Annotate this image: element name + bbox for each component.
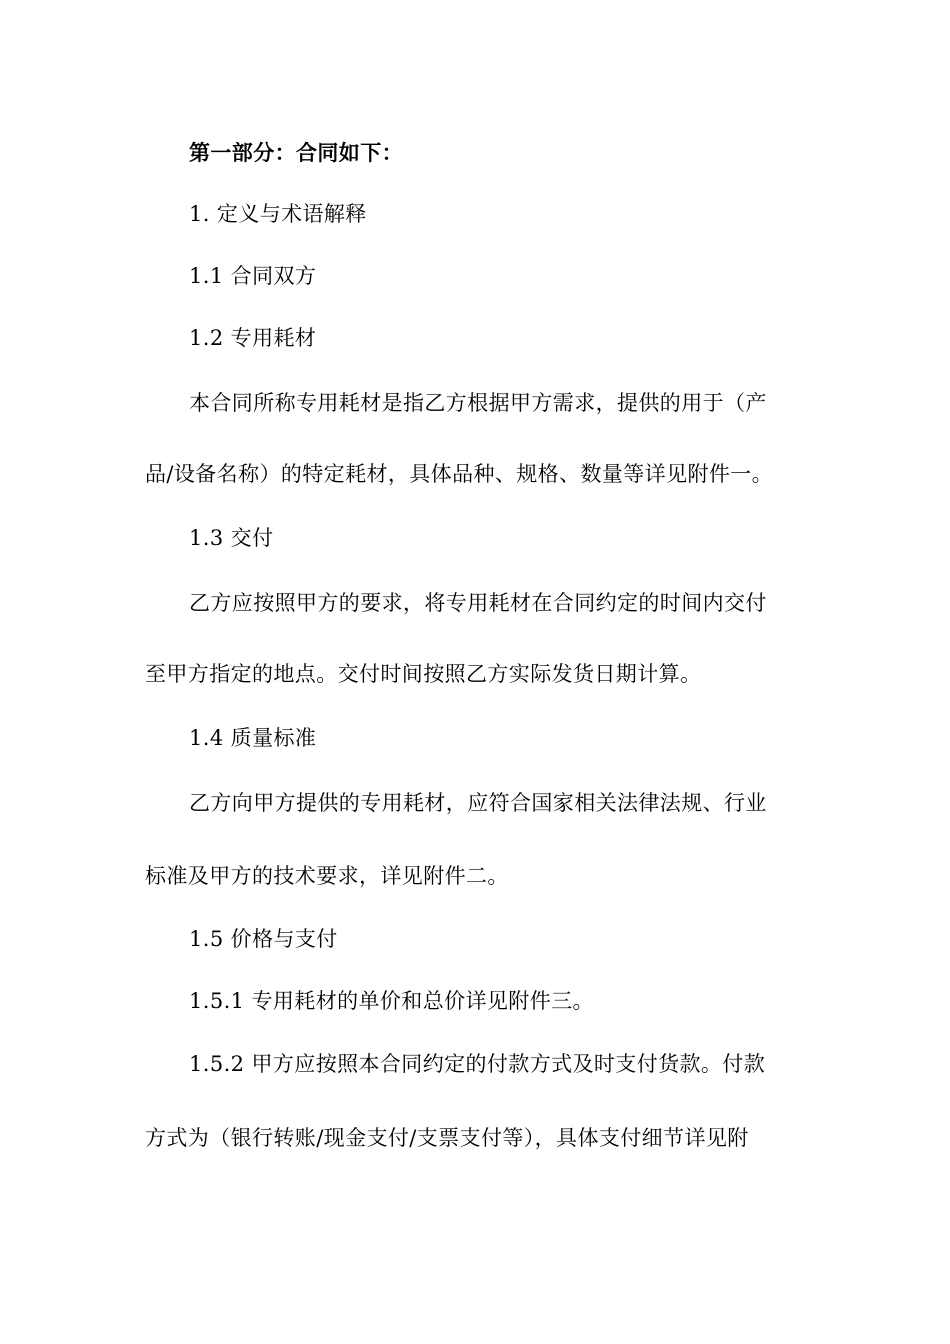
paragraph-line: 方式为（银行转账/现金支付/支票支付等），具体支付细节详见附 <box>145 1126 749 1150</box>
paragraph-line: 本合同所称专用耗材是指乙方根据甲方需求，提供的用于（产 <box>189 391 767 415</box>
clause-heading-1-2: 1.2 专用耗材 <box>189 326 317 350</box>
clause-heading-1-4: 1.4 质量标准 <box>189 726 317 750</box>
clause-1-5-2: 1.5.2 甲方应按照本合同约定的付款方式及时支付货款。付款 <box>189 1052 766 1076</box>
clause-heading-1-5: 1.5 价格与支付 <box>189 927 338 951</box>
paragraph-line: 乙方向甲方提供的专用耗材，应符合国家相关法律法规、行业 <box>189 791 767 815</box>
clause-1-5-1: 1.5.1 专用耗材的单价和总价详见附件三。 <box>189 989 594 1013</box>
clause-heading-1-3: 1.3 交付 <box>189 526 274 550</box>
paragraph-line: 品/设备名称）的特定耗材，具体品种、规格、数量等详见附件一。 <box>145 462 774 486</box>
clause-heading-1: 1. 定义与术语解释 <box>189 202 367 226</box>
section-heading: 第一部分：合同如下： <box>189 141 403 165</box>
paragraph-line: 至甲方指定的地点。交付时间按照乙方实际发货日期计算。 <box>145 662 702 686</box>
paragraph-line: 乙方应按照甲方的要求，将专用耗材在合同约定的时间内交付 <box>189 591 767 615</box>
paragraph-line: 标准及甲方的技术要求，详见附件二。 <box>145 864 509 888</box>
clause-heading-1-1: 1.1 合同双方 <box>189 264 317 288</box>
